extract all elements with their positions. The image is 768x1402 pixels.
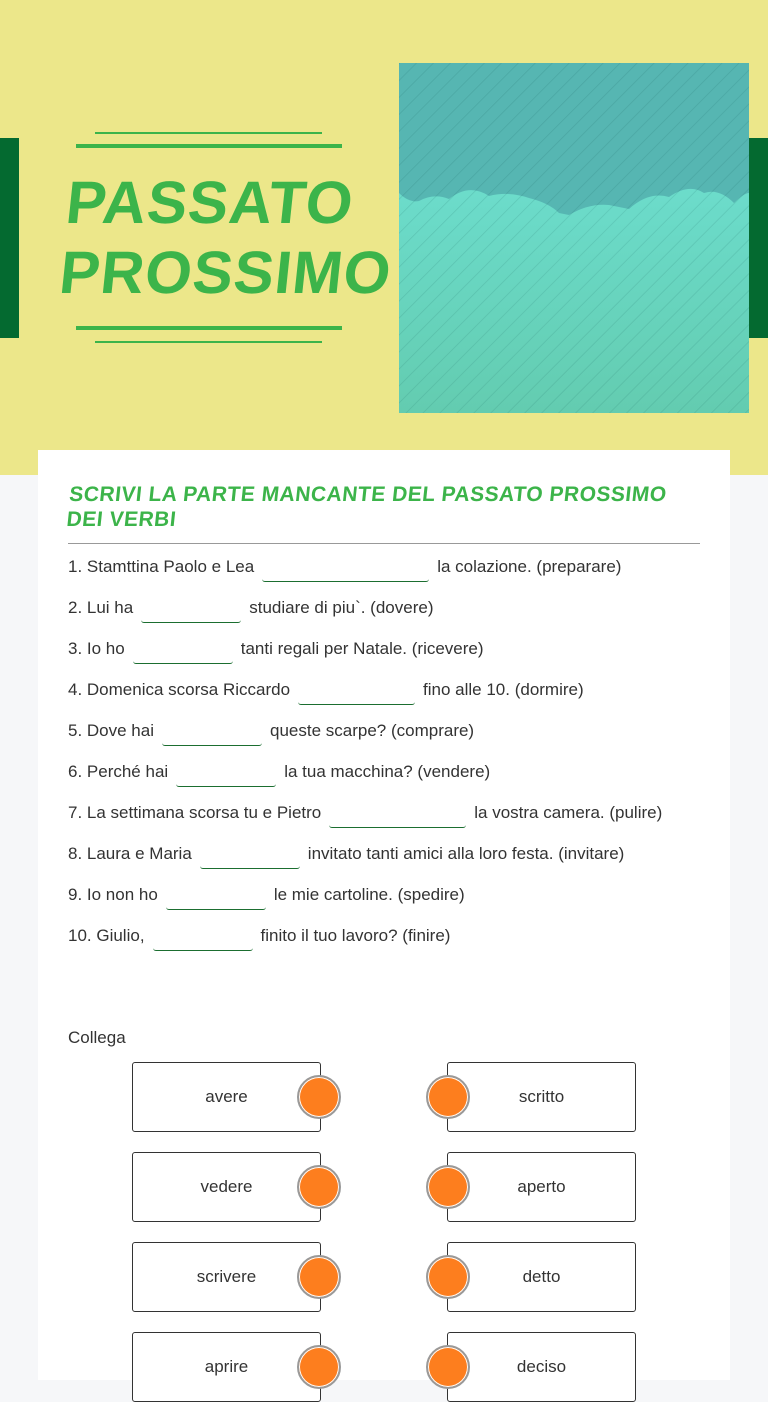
question-item [68,923,708,951]
match-item-left[interactable] [132,1152,321,1222]
match-label: avere [205,1087,248,1106]
connector-dot[interactable] [297,1255,341,1299]
question-text: 2. Lui ha [68,598,134,617]
match-label: detto [522,1267,561,1286]
question-text: 4. Domenica scorsa Riccardo [68,680,291,699]
matching-label: Collega [68,1028,126,1047]
answer-input[interactable] [298,683,415,705]
answer-input[interactable] [329,806,466,828]
question-text: invitato tanti amici alla loro festa. (invitare) [307,844,625,863]
question-item [68,636,708,664]
divider [95,132,322,134]
question-text: 6. Perché hai [68,762,169,781]
connector-dot[interactable] [297,1345,341,1389]
connector-dot[interactable] [426,1165,470,1209]
match-label: deciso [516,1357,567,1376]
match-item-left[interactable] [132,1062,321,1132]
question-item [68,554,708,582]
question-text: la colazione. (preparare) [437,557,622,576]
answer-input[interactable] [200,847,300,869]
match-label: scritto [518,1087,565,1106]
question-item [68,595,708,623]
cover-image [399,63,749,413]
question-item [68,718,708,746]
answer-input[interactable] [262,560,429,582]
match-item-left[interactable] [132,1332,321,1402]
divider [76,144,342,148]
divider [68,543,700,544]
question-text: le mie cartoline. (spedire) [273,885,465,904]
match-item-right[interactable] [447,1242,636,1312]
question-text: 1. Stamttina Paolo e Lea [68,557,255,576]
question-text: 3. Io ho [68,639,125,658]
question-text: 10. Giulio, [68,926,145,945]
answer-input[interactable] [162,724,262,746]
question-text: queste scarpe? (comprare) [270,721,475,740]
connector-dot[interactable] [297,1165,341,1209]
exercise-heading: SCRIVI LA PARTE MANCANTE DEL PASSATO PROSSIMO DEI VERBI [65,483,668,531]
question-item [68,759,708,787]
question-text: fino alle 10. (dormire) [423,680,584,699]
worksheet-card [38,450,730,1380]
question-item [68,841,708,869]
divider [76,326,342,330]
header-banner [0,0,768,475]
page-title-line2: PROSSIMO [56,239,395,306]
answer-input[interactable] [166,888,266,910]
decor-bar-right [749,138,768,338]
question-item [68,800,708,828]
question-item [68,882,708,910]
question-text: 5. Dove hai [68,721,154,740]
match-item-left[interactable] [132,1242,321,1312]
match-item-right[interactable] [447,1152,636,1222]
question-text: studiare di piu`. (dovere) [249,598,434,617]
connector-dot[interactable] [426,1075,470,1119]
match-item-right[interactable] [447,1062,636,1132]
page-title-line1: PASSATO [63,169,358,236]
connector-dot[interactable] [426,1255,470,1299]
connector-dot[interactable] [297,1075,341,1119]
answer-input[interactable] [176,765,276,787]
match-label: aperto [517,1177,566,1196]
question-text: tanti regali per Natale. (ricevere) [240,639,484,658]
question-item [68,677,708,705]
question-list [68,554,708,964]
connector-dot[interactable] [426,1345,470,1389]
answer-input[interactable] [133,642,233,664]
match-label: vedere [200,1177,253,1196]
match-item-right[interactable] [447,1332,636,1402]
question-text: 9. Io non ho [68,885,158,904]
question-text: la vostra camera. (pulire) [474,803,663,822]
question-text: finito il tuo lavoro? (finire) [260,926,451,945]
question-text: 8. Laura e Maria [68,844,192,863]
question-text: la tua macchina? (vendere) [284,762,491,781]
question-text: 7. La settimana scorsa tu e Pietro [68,803,322,822]
answer-input[interactable] [141,601,241,623]
match-label: aprire [204,1357,249,1376]
answer-input[interactable] [153,929,253,951]
decor-bar-left [0,138,19,338]
match-label: scrivere [196,1267,257,1286]
divider [95,341,322,343]
